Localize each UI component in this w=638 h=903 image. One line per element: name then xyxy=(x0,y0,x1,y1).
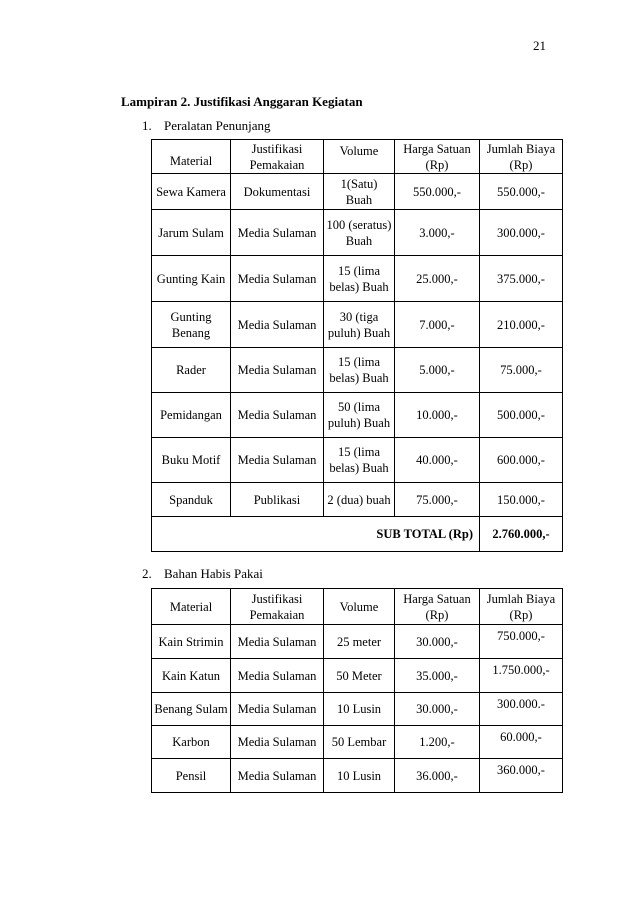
section-1-title xyxy=(142,118,271,134)
cell-justifikasi: Media Sulaman xyxy=(231,693,324,726)
cell-material: Jarum Sulam xyxy=(152,210,231,256)
cell-volume: 10 Lusin xyxy=(324,693,395,726)
subtotal-value: 2.760.000,- xyxy=(480,517,563,552)
cell-material: Spanduk xyxy=(152,483,231,517)
cell-justifikasi: Media Sulaman xyxy=(231,393,324,438)
table-row xyxy=(152,256,563,302)
cell-harga: 1.200,- xyxy=(395,726,480,759)
cell-volume: 15 (lima belas) Buah xyxy=(324,256,395,302)
cell-volume: 100 (seratus) Buah xyxy=(324,210,395,256)
section-number: 2. xyxy=(142,566,152,581)
cell-harga: 10.000,- xyxy=(395,393,480,438)
cell-justifikasi: Media Sulaman xyxy=(231,210,324,256)
cell-harga: 40.000,- xyxy=(395,438,480,483)
cell-justifikasi: Dokumentasi xyxy=(231,174,324,210)
cell-harga: 25.000,- xyxy=(395,256,480,302)
cell-volume: 30 (tiga puluh) Buah xyxy=(324,302,395,348)
section-title-text: Bahan Habis Pakai xyxy=(164,566,263,581)
cell-jumlah: 60.000,- xyxy=(480,726,563,759)
cell-material: Karbon xyxy=(152,726,231,759)
table-row xyxy=(152,726,563,759)
cell-material: Benang Sulam xyxy=(152,693,231,726)
cell-justifikasi: Media Sulaman xyxy=(231,726,324,759)
cell-harga: 30.000,- xyxy=(395,625,480,659)
cell-volume: 50 (lima puluh) Buah xyxy=(324,393,395,438)
cell-jumlah: 150.000,- xyxy=(480,483,563,517)
cell-material: Buku Motif xyxy=(152,438,231,483)
cell-material: Kain Katun xyxy=(152,659,231,693)
subtotal-label: SUB TOTAL (Rp) xyxy=(152,517,480,552)
cell-justifikasi: Media Sulaman xyxy=(231,256,324,302)
cell-justifikasi: Media Sulaman xyxy=(231,302,324,348)
table-row xyxy=(152,693,563,726)
cell-volume: 15 (lima belas) Buah xyxy=(324,438,395,483)
cell-harga: 7.000,- xyxy=(395,302,480,348)
cell-jumlah: 360.000,- xyxy=(480,759,563,793)
cell-volume: 50 Meter xyxy=(324,659,395,693)
header-jumlah: Jumlah Biaya (Rp) xyxy=(480,140,563,174)
cell-jumlah: 550.000,- xyxy=(480,174,563,210)
cell-justifikasi: Media Sulaman xyxy=(231,759,324,793)
table-header-row xyxy=(152,589,563,625)
cell-material: Gunting Benang xyxy=(152,302,231,348)
header-material: Material xyxy=(152,589,231,625)
cell-volume: 50 Lembar xyxy=(324,726,395,759)
cell-material: Pemidangan xyxy=(152,393,231,438)
cell-volume: 2 (dua) buah xyxy=(324,483,395,517)
header-justifikasi: Justifikasi Pemakaian xyxy=(231,589,324,625)
cell-justifikasi: Media Sulaman xyxy=(231,438,324,483)
cell-jumlah: 75.000,- xyxy=(480,348,563,393)
table-header-row xyxy=(152,140,563,174)
header-justifikasi: Justifikasi Pemakaian xyxy=(231,140,324,174)
cell-harga: 550.000,- xyxy=(395,174,480,210)
cell-jumlah: 750.000,- xyxy=(480,625,563,659)
cell-volume: 25 meter xyxy=(324,625,395,659)
cell-jumlah: 375.000,- xyxy=(480,256,563,302)
cell-material: Sewa Kamera xyxy=(152,174,231,210)
table-row xyxy=(152,483,563,517)
appendix-heading: Lampiran 2. Justifikasi Anggaran Kegiatan xyxy=(121,94,363,109)
consumables-table xyxy=(151,588,563,793)
header-harga: Harga Satuan (Rp) xyxy=(395,140,480,174)
table-row xyxy=(152,210,563,256)
page-number: 21 xyxy=(533,38,546,53)
cell-jumlah: 210.000,- xyxy=(480,302,563,348)
header-volume: Volume xyxy=(324,140,395,174)
header-volume: Volume xyxy=(324,589,395,625)
cell-harga: 5.000,- xyxy=(395,348,480,393)
cell-material: Kain Strimin xyxy=(152,625,231,659)
section-2-title xyxy=(142,566,263,582)
cell-justifikasi: Media Sulaman xyxy=(231,659,324,693)
table-row xyxy=(152,174,563,210)
cell-material: Pensil xyxy=(152,759,231,793)
cell-justifikasi: Media Sulaman xyxy=(231,348,324,393)
cell-harga: 35.000,- xyxy=(395,659,480,693)
table-row xyxy=(152,302,563,348)
table-row xyxy=(152,348,563,393)
header-material: Material xyxy=(152,140,231,174)
cell-harga: 30.000,- xyxy=(395,693,480,726)
cell-material: Rader xyxy=(152,348,231,393)
cell-harga: 75.000,- xyxy=(395,483,480,517)
subtotal-row xyxy=(152,517,563,552)
table-row xyxy=(152,393,563,438)
section-number: 1. xyxy=(142,118,152,133)
cell-harga: 36.000,- xyxy=(395,759,480,793)
cell-volume: 15 (lima belas) Buah xyxy=(324,348,395,393)
cell-harga: 3.000,- xyxy=(395,210,480,256)
cell-justifikasi: Publikasi xyxy=(231,483,324,517)
section-title-text: Peralatan Penunjang xyxy=(164,118,271,133)
header-jumlah: Jumlah Biaya (Rp) xyxy=(480,589,563,625)
table-row xyxy=(152,659,563,693)
cell-volume: 10 Lusin xyxy=(324,759,395,793)
cell-jumlah: 1.750.000,- xyxy=(480,659,563,693)
cell-volume: 1(Satu) Buah xyxy=(324,174,395,210)
cell-material: Gunting Kain xyxy=(152,256,231,302)
cell-jumlah: 600.000,- xyxy=(480,438,563,483)
cell-justifikasi: Media Sulaman xyxy=(231,625,324,659)
table-row xyxy=(152,438,563,483)
table-row xyxy=(152,625,563,659)
table-row xyxy=(152,759,563,793)
cell-jumlah: 300.000.- xyxy=(480,693,563,726)
header-harga: Harga Satuan (Rp) xyxy=(395,589,480,625)
cell-jumlah: 300.000,- xyxy=(480,210,563,256)
equipment-table xyxy=(151,139,563,552)
cell-jumlah: 500.000,- xyxy=(480,393,563,438)
